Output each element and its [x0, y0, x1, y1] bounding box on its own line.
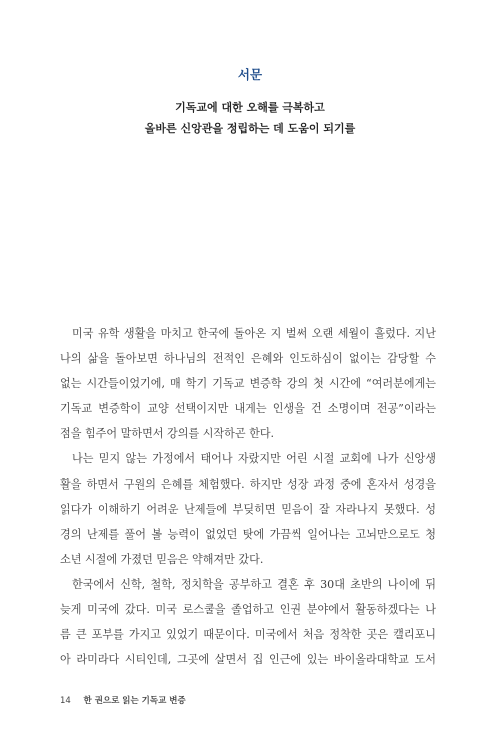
body-line: 기독교 변증학이 교양 선택이지만 내게는 인생을 건 소명이며 전공”이라는	[60, 402, 436, 416]
body-line: 없는 시간들이었기에, 매 학기 기독교 변증학 강의 첫 시간에 “여러분에게는	[60, 377, 436, 391]
body-text	[60, 321, 436, 672]
page-number: 14	[60, 696, 71, 706]
body-line: 활을 하면서 구원의 은혜를 체험했다. 하지만 성장 과정 중에 혼자서 성경을	[60, 477, 436, 491]
page-footer	[60, 694, 186, 706]
subtitle-line-1: 기독교에 대한 오해를 극복하고	[175, 101, 325, 114]
body-line: 나의 삶을 돌아보면 하나님의 전적인 은혜와 인도하심이 없이는 감당할 수	[60, 352, 436, 366]
body-line: 읽다가 이해하기 어려운 난제들에 부딪히면 믿음이 잘 자라나지 못했다. 성	[60, 502, 436, 516]
body-line: 경의 난제를 풀어 볼 능력이 없었던 탓에 가끔씩 일어나는 고뇌만으로도 청	[60, 527, 436, 541]
body-line: 름 큰 포부를 가지고 있었기 때문이다. 미국에서 처음 정착한 곳은 캘리포니	[60, 628, 436, 642]
subtitle-line-2: 올바른 신앙관을 정립하는 데 도움이 되기를	[144, 122, 356, 135]
body-line: 소년 시절에 가졌던 믿음은 약해져만 갔다.	[60, 552, 264, 566]
body-line: 늦게 미국에 갔다. 미국 로스쿨을 졸업하고 인권 분야에서 활동하겠다는 나	[60, 603, 436, 617]
book-title: 한 권으로 읽는 기독교 변증	[83, 696, 186, 706]
body-line: 아 라미라다 시티인데, 그곳에 살면서 집 인근에 있는 바이올라대학교 도서	[60, 653, 436, 667]
body-line: 미국 유학 생활을 마치고 한국에 돌아온 지 벌써 오랜 세월이 흘렀다. 지난	[72, 327, 436, 340]
body-line: 나는 믿지 않는 가정에서 태어나 자랐지만 어린 시절 교회에 나가 신앙생	[72, 452, 436, 466]
body-line: 점을 힘주어 말하면서 강의를 시작하곤 한다.	[60, 427, 275, 441]
section-title: 서문	[237, 67, 263, 82]
body-line: 한국에서 신학, 철학, 정치학을 공부하고 결혼 후 30대 초반의 나이에 뒤	[72, 577, 436, 591]
